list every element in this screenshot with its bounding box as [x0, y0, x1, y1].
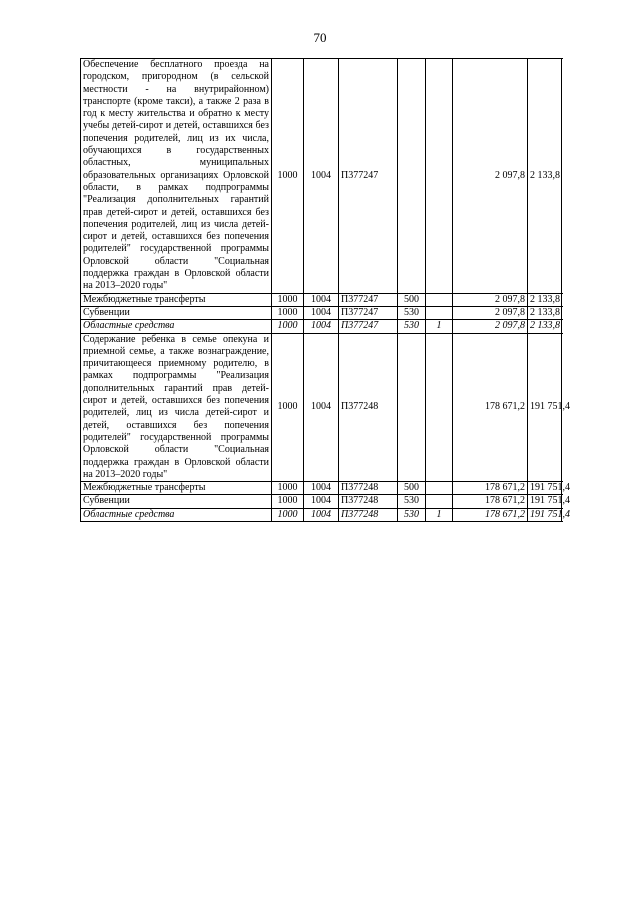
cell-funding-source: 1 [426, 320, 453, 333]
cell-amount-year1: 2 097,8 [453, 306, 528, 319]
cell-target-article: П377248 [339, 482, 398, 495]
table-body [81, 59, 570, 522]
cell-section: 1000 [272, 482, 304, 495]
cell-subsection: 1004 [304, 293, 339, 306]
cell-description: Содержание ребенка в семье опекуна и приемной семье, а также вознаграждение, причитающееся приемному родителю, в рамках подпрограммы "Реализация дополнительных гарантий прав детей-сирот и детей, оставшихся без попечения родителей, лиц из числа детей-сирот и детей, оставшихся без попечения родителей" государственной программы Орловской области "Социальная поддержка граждан в Орловской области на 2013–2020 годы" [81, 333, 272, 482]
cell-amount-year2: 191 751,4 [528, 482, 562, 495]
program-row [81, 333, 562, 482]
cell-section: 1000 [272, 293, 304, 306]
cell-subsection: 1004 [304, 482, 339, 495]
cell-expense-type: 530 [398, 508, 426, 521]
cell-section: 1000 [272, 306, 304, 319]
cell-description: Межбюджетные трансферты [81, 482, 272, 495]
cell-section: 1000 [272, 508, 304, 521]
cell-amount-year1: 178 671,2 [453, 495, 528, 508]
cell-target-article: П377248 [339, 333, 398, 482]
cell-description: Субвенции [81, 306, 272, 319]
cell-funding-source [426, 495, 453, 508]
cell-section: 1000 [272, 495, 304, 508]
cell-subsection: 1004 [304, 320, 339, 333]
cell-subsection: 1004 [304, 333, 339, 482]
cell-amount-year1: 2 097,8 [453, 59, 528, 294]
cell-funding-source: 1 [426, 508, 453, 521]
cell-amount-year1: 178 671,2 [453, 508, 528, 521]
table-row [81, 482, 562, 495]
program-row [81, 59, 562, 294]
cell-target-article: П377247 [339, 293, 398, 306]
cell-funding-source [426, 482, 453, 495]
cell-funding-source [426, 59, 453, 294]
cell-description: Областные средства [81, 508, 272, 521]
table-row [81, 293, 562, 306]
cell-expense-type: 500 [398, 482, 426, 495]
cell-expense-type [398, 333, 426, 482]
cell-section: 1000 [272, 333, 304, 482]
cell-amount-year1: 2 097,8 [453, 320, 528, 333]
cell-amount-year2: 191 751,4 [528, 508, 562, 521]
cell-target-article: П377248 [339, 508, 398, 521]
cell-description: Областные средства [81, 320, 272, 333]
cell-funding-source [426, 306, 453, 319]
cell-amount-year1: 178 671,2 [453, 333, 528, 482]
cell-section: 1000 [272, 320, 304, 333]
cell-amount-year1: 178 671,2 [453, 482, 528, 495]
cell-section: 1000 [272, 59, 304, 294]
cell-description: Обеспечение бесплатного проезда на городском, пригородном (в сельской местности - на внутрирайонном) транспорте (кроме такси), а также 2 раза в год к месту жительства и обратно к месту учебы детей-сирот и детей, оставшихся без попечения родителей, лиц из их числа, обучающихся в государственных областных, муниципальных образовательных организациях Орловской области, в рамках подпрограммы "Реализация дополнительных гарантий прав детей-сирот и детей, оставшихся без попечения родителей, лиц из числа детей-сирот и детей, оставшихся без попечения родителей" государственной программы Орловской области "Социальная поддержка граждан в Орловской области на 2013–2020 годы" [81, 59, 272, 294]
page-number: 70 [313, 30, 327, 45]
cell-amount-year2: 2 133,8 [528, 320, 562, 333]
cell-subsection: 1004 [304, 59, 339, 294]
cell-target-article: П377248 [339, 495, 398, 508]
cell-amount-year2: 2 133,8 [528, 59, 562, 294]
cell-description: Субвенции [81, 495, 272, 508]
cell-target-article: П377247 [339, 59, 398, 294]
cell-amount-year2: 2 133,8 [528, 306, 562, 319]
cell-expense-type: 530 [398, 320, 426, 333]
cell-expense-type: 500 [398, 293, 426, 306]
cell-expense-type: 530 [398, 306, 426, 319]
cell-target-article: П377247 [339, 320, 398, 333]
cell-description: Межбюджетные трансферты [81, 293, 272, 306]
cell-amount-year2: 191 751,4 [528, 495, 562, 508]
cell-subsection: 1004 [304, 306, 339, 319]
cell-funding-source [426, 333, 453, 482]
cell-expense-type: 530 [398, 495, 426, 508]
cell-subsection: 1004 [304, 495, 339, 508]
budget-table [80, 58, 570, 522]
cell-funding-source [426, 293, 453, 306]
cell-amount-year1: 2 097,8 [453, 293, 528, 306]
cell-expense-type [398, 59, 426, 294]
table-row [81, 306, 562, 319]
cell-amount-year2: 191 751,4 [528, 333, 562, 482]
table-row [81, 320, 562, 333]
cell-target-article: П377247 [339, 306, 398, 319]
table-row [81, 508, 562, 521]
cell-amount-year2: 2 133,8 [528, 293, 562, 306]
table-row [81, 495, 562, 508]
cell-subsection: 1004 [304, 508, 339, 521]
